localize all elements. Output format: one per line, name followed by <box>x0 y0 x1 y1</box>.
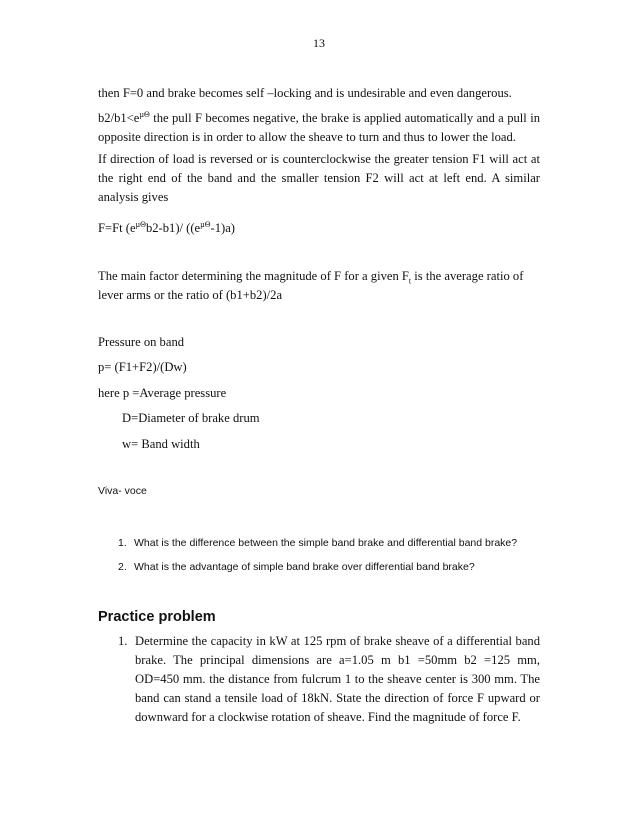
exponent-mu-theta: µΘ <box>135 219 146 229</box>
here-line: here p =Average pressure <box>98 386 227 400</box>
formula-part: F=Ft (e <box>98 221 136 235</box>
practice-problem <box>118 632 540 727</box>
viva-voce-title: Viva- voce <box>98 485 147 497</box>
exponent-mu-theta: µΘ <box>139 109 150 119</box>
subscript-t: t <box>408 276 412 286</box>
ratio-condition: b2/b1<e <box>98 111 140 125</box>
practice-heading: Practice problem <box>98 609 216 625</box>
paragraph-reversed-load: If direction of load is reversed or is counterclockwise the greater tension F1 will act at the right end of the band and the smaller tension F2 will act at left end. A similar analysis gives <box>98 152 540 204</box>
paragraph-self-locking: then F=0 and brake becomes self –locking and is undesirable and even dangerous. <box>98 86 512 100</box>
question-text: What is the difference between the simple band brake and differential band brake? <box>134 537 518 549</box>
force-formula <box>98 219 235 238</box>
question-text: What is the advantage of simple band brake over differential band brake? <box>134 561 475 573</box>
formula-part: -1)a) <box>210 221 235 235</box>
paragraph-main-factor <box>98 267 540 305</box>
problem-text: Determine the capacity in kW at 125 rpm of brake sheave of a differential band brake. The principal dimensions are a=1.05 m b1 =50mm b2 =125 mm, OD=450 mm. the distance from fulcrum 1 to the sheave center is 300 mm. The band can stand a tensile load of 18kN. State the direction of force F upward or downward for a clockwise rotation of sheave. Find the magnitude of force F. <box>135 634 540 724</box>
paragraph-negative-pull <box>98 109 540 147</box>
viva-question <box>118 561 475 573</box>
pressure-title: Pressure on band <box>98 335 185 349</box>
formula-part: b2-b1)/ ((e <box>145 221 201 235</box>
question-number: 1. <box>118 537 127 549</box>
question-number: 2. <box>118 561 127 573</box>
definition-d: D=Diameter of brake drum <box>122 411 260 425</box>
viva-question <box>118 537 517 549</box>
paragraph-text: the pull F becomes negative, the brake is applied automatically and a pull in opposite direction is in order to allow the sheave to turn and thus to lower the load. <box>98 111 540 144</box>
exponent-mu-theta: µΘ <box>200 219 211 229</box>
paragraph-text: The main factor determining the magnitude of F for a given F <box>98 269 409 283</box>
pressure-formula: p= (F1+F2)/(Dw) <box>98 360 187 374</box>
page-number: 13 <box>313 36 325 50</box>
paragraph-text: is the average ratio of lever arms or the ratio of (b1+b2)/2a <box>98 269 524 302</box>
problem-number: 1. <box>118 634 128 648</box>
definition-w: w= Band width <box>122 437 200 451</box>
